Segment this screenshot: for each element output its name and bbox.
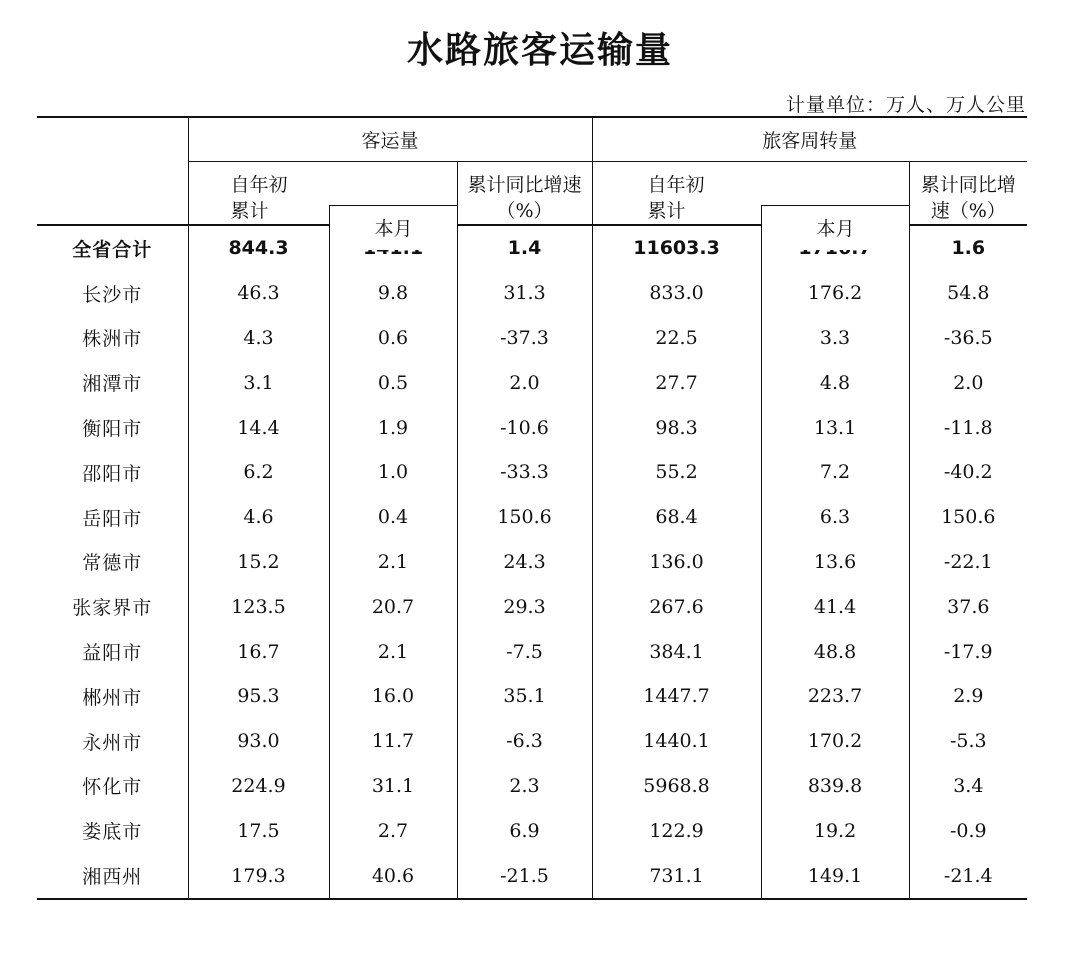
turnover-month-cell: 41.4 bbox=[761, 584, 909, 629]
volume-ytd-cell: 3.1 bbox=[188, 360, 329, 405]
header-group-passenger-volume: 客运量 bbox=[188, 117, 592, 162]
volume-ytd-cell: 93.0 bbox=[188, 719, 329, 764]
volume-month-cell: 9.8 bbox=[329, 271, 457, 316]
turnover-growth-cell: -36.5 bbox=[909, 316, 1027, 361]
turnover-month-cell: 4.8 bbox=[761, 360, 909, 405]
volume-growth-cell: -10.6 bbox=[457, 405, 592, 450]
turnover-ytd-cell: 1447.7 bbox=[592, 674, 761, 719]
volume-ytd-cell: 17.5 bbox=[188, 808, 329, 853]
table-row bbox=[37, 495, 1027, 540]
volume-growth-cell: 35.1 bbox=[457, 674, 592, 719]
turnover-month-cell: 223.7 bbox=[761, 674, 909, 719]
volume-ytd-cell: 16.7 bbox=[188, 629, 329, 674]
turnover-ytd-cell: 731.1 bbox=[592, 853, 761, 899]
turnover-month-cell: 176.2 bbox=[761, 271, 909, 316]
volume-growth-cell: 29.3 bbox=[457, 584, 592, 629]
header-group-passenger-turnover: 旅客周转量 bbox=[592, 117, 1027, 162]
header-ytd-1-text: 自年初 累计 bbox=[230, 174, 288, 222]
table-row bbox=[37, 405, 1027, 450]
volume-month-cell: 1.9 bbox=[329, 405, 457, 450]
volume-month-cell: 0.6 bbox=[329, 316, 457, 361]
volume-month-cell: 40.6 bbox=[329, 853, 457, 899]
header-growth-1-text: 累计同比增速 （%） bbox=[467, 174, 582, 222]
volume-month-cell: 2.1 bbox=[329, 629, 457, 674]
header-growth-2 bbox=[909, 162, 1027, 226]
region-name: 湘西州 bbox=[37, 853, 188, 899]
table-row bbox=[37, 808, 1027, 853]
header-row-groups bbox=[37, 117, 1027, 162]
turnover-growth-cell: 1.6 bbox=[909, 225, 1027, 271]
turnover-ytd-cell: 267.6 bbox=[592, 584, 761, 629]
volume-growth-cell: -37.3 bbox=[457, 316, 592, 361]
volume-growth-cell: -21.5 bbox=[457, 853, 592, 899]
turnover-month-cell: 170.2 bbox=[761, 719, 909, 764]
volume-month-cell: 2.7 bbox=[329, 808, 457, 853]
turnover-growth-cell: 37.6 bbox=[909, 584, 1027, 629]
region-name: 衡阳市 bbox=[82, 418, 143, 441]
turnover-month-cell: 19.2 bbox=[761, 808, 909, 853]
volume-month-cell: 1.0 bbox=[329, 450, 457, 495]
header-month-1 bbox=[329, 205, 457, 250]
turnover-month-cell: 48.8 bbox=[761, 629, 909, 674]
region-name: 郴州市 bbox=[82, 686, 143, 709]
volume-growth-cell: 24.3 bbox=[457, 540, 592, 585]
region-name: 常德市 bbox=[82, 552, 143, 575]
table-row bbox=[37, 584, 1027, 629]
volume-month-cell: 16.0 bbox=[329, 674, 457, 719]
turnover-ytd-cell: 1440.1 bbox=[592, 719, 761, 764]
volume-growth-cell: -6.3 bbox=[457, 719, 592, 764]
volume-month-cell: 11.7 bbox=[329, 719, 457, 764]
turnover-growth-cell: -0.9 bbox=[909, 808, 1027, 853]
turnover-growth-cell: 2.0 bbox=[909, 360, 1027, 405]
turnover-month-cell: 3.3 bbox=[761, 316, 909, 361]
volume-month-cell: 20.7 bbox=[329, 584, 457, 629]
region-name: 邵阳市 bbox=[82, 462, 143, 485]
header-month-2 bbox=[761, 205, 910, 250]
page-title: 水路旅客运输量 bbox=[406, 30, 673, 71]
header-growth-2-text: 累计同比增 速（%） bbox=[920, 174, 1016, 222]
turnover-ytd-cell: 122.9 bbox=[592, 808, 761, 853]
turnover-growth-cell: -40.2 bbox=[909, 450, 1027, 495]
turnover-month-cell: 7.2 bbox=[761, 450, 909, 495]
region-name: 长沙市 bbox=[82, 283, 143, 306]
table-row bbox=[37, 853, 1027, 899]
region-name: 湘潭市 bbox=[82, 373, 143, 396]
turnover-ytd-cell: 5968.8 bbox=[592, 764, 761, 809]
table-row bbox=[37, 540, 1027, 585]
volume-growth-cell: 2.0 bbox=[457, 360, 592, 405]
region-name: 岳阳市 bbox=[82, 507, 143, 530]
header-month-1-text: 本月 bbox=[374, 218, 413, 240]
turnover-ytd-cell: 11603.3 bbox=[592, 225, 761, 271]
volume-ytd-cell: 6.2 bbox=[188, 450, 329, 495]
turnover-ytd-cell: 98.3 bbox=[592, 405, 761, 450]
table-row bbox=[37, 360, 1027, 405]
table-row bbox=[37, 719, 1027, 764]
volume-growth-cell: 150.6 bbox=[457, 495, 592, 540]
turnover-month-cell: 13.6 bbox=[761, 540, 909, 585]
turnover-ytd-cell: 384.1 bbox=[592, 629, 761, 674]
turnover-growth-cell: -21.4 bbox=[909, 853, 1027, 899]
volume-ytd-cell: 224.9 bbox=[188, 764, 329, 809]
volume-ytd-cell: 179.3 bbox=[188, 853, 329, 899]
volume-month-cell: 0.4 bbox=[329, 495, 457, 540]
turnover-month-cell: 149.1 bbox=[761, 853, 909, 899]
turnover-month-cell: 13.1 bbox=[761, 405, 909, 450]
header-month-2-text: 本月 bbox=[816, 218, 855, 240]
turnover-growth-cell: 2.9 bbox=[909, 674, 1027, 719]
turnover-growth-cell: -11.8 bbox=[909, 405, 1027, 450]
turnover-ytd-cell: 22.5 bbox=[592, 316, 761, 361]
volume-growth-cell: -7.5 bbox=[457, 629, 592, 674]
volume-ytd-cell: 123.5 bbox=[188, 584, 329, 629]
turnover-ytd-cell: 136.0 bbox=[592, 540, 761, 585]
header-ytd-2-text: 自年初 累计 bbox=[647, 174, 705, 222]
region-name: 益阳市 bbox=[82, 642, 143, 665]
turnover-growth-cell: 150.6 bbox=[909, 495, 1027, 540]
region-name: 株洲市 bbox=[82, 328, 143, 351]
turnover-month-cell: 6.3 bbox=[761, 495, 909, 540]
volume-ytd-cell: 46.3 bbox=[188, 271, 329, 316]
volume-ytd-cell: 95.3 bbox=[188, 674, 329, 719]
region-name: 娄底市 bbox=[82, 821, 143, 844]
turnover-growth-cell: -5.3 bbox=[909, 719, 1027, 764]
turnover-growth-cell: -22.1 bbox=[909, 540, 1027, 585]
turnover-month-cell: 839.8 bbox=[761, 764, 909, 809]
turnover-ytd-cell: 55.2 bbox=[592, 450, 761, 495]
volume-month-cell: 31.1 bbox=[329, 764, 457, 809]
table-row bbox=[37, 674, 1027, 719]
region-name: 全省合计 bbox=[72, 238, 153, 261]
volume-ytd-cell: 844.3 bbox=[188, 225, 329, 271]
volume-growth-cell: -33.3 bbox=[457, 450, 592, 495]
volume-ytd-cell: 4.3 bbox=[188, 316, 329, 361]
table-row bbox=[37, 764, 1027, 809]
volume-ytd-cell: 15.2 bbox=[188, 540, 329, 585]
volume-month-cell: 0.5 bbox=[329, 360, 457, 405]
turnover-growth-cell: 54.8 bbox=[909, 271, 1027, 316]
volume-month-cell: 2.1 bbox=[329, 540, 457, 585]
volume-growth-cell: 31.3 bbox=[457, 271, 592, 316]
region-name: 张家界市 bbox=[72, 597, 153, 620]
turnover-ytd-cell: 833.0 bbox=[592, 271, 761, 316]
region-name: 永州市 bbox=[82, 731, 143, 754]
volume-ytd-cell: 14.4 bbox=[188, 405, 329, 450]
header-region bbox=[37, 117, 188, 225]
table-body bbox=[37, 225, 1027, 899]
turnover-growth-cell: 3.4 bbox=[909, 764, 1027, 809]
turnover-ytd-cell: 68.4 bbox=[592, 495, 761, 540]
volume-growth-cell: 2.3 bbox=[457, 764, 592, 809]
volume-ytd-cell: 4.6 bbox=[188, 495, 329, 540]
header-growth-1 bbox=[457, 162, 592, 226]
table-row bbox=[37, 629, 1027, 674]
table-row bbox=[37, 450, 1027, 495]
table-row bbox=[37, 271, 1027, 316]
table-row bbox=[37, 316, 1027, 361]
turnover-ytd-cell: 27.7 bbox=[592, 360, 761, 405]
unit-note: 计量单位：万人、万人公里 bbox=[785, 94, 1026, 116]
region-name: 怀化市 bbox=[82, 776, 143, 799]
volume-growth-cell: 1.4 bbox=[457, 225, 592, 271]
turnover-growth-cell: -17.9 bbox=[909, 629, 1027, 674]
volume-growth-cell: 6.9 bbox=[457, 808, 592, 853]
